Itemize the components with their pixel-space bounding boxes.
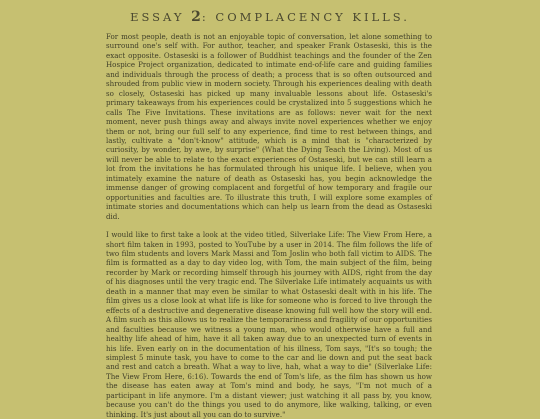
essay-paragraph-1: For most people, death is not an enjoyable topic of conversation, let alone something to surround one's self with. For author, teacher, and speaker Frank Ostaseski, this is the exact opposite. Ostaseski is a follower of Buddhist teachings and the founder of the Zen Hospice Project organization, dedicated to intimate end-of-life care and guiding families and individuals through the process of death; a process that is so often outsourced and shrouded from public view in modern society. Through his experiences dealing with death so closely, Ostaseski has picked up many invaluable lessons about life. Ostaseski's primary takeaways from his experiences could be crystalized into 5 suggestions which he calls The Five Invitations. These invitations are as follows: never wait for the next moment, never push things away and always invite novel experiences whether we enjoy them or not, bring our full self to any experience, find time to rest between things, and lastly, cultivate a "don't-know" attitude, which is a mind that is "characterized by curiosity, by wonder, by awe, by surprise" (What the Dying Teach the Living). Most of us will never be able to relate to the exact experiences of Ostaseski, but we can still learn a lot from the invitations he has formulated through his unique life. I believe, when you intimately examine the nature of death as Ostaseski has, you begin acknowledge the immense danger of growing complacent and forgetful of how temporary and fragile our opportunities and faculties are. To illustrate this truth, I will explore some examples of intimate stories and documentations which can help us learn from the dead as Ostaseski did. (106, 32, 432, 221)
essay-title (0, 9, 540, 25)
essay-paragraph-2: I would like to first take a look at the video titled, Silverlake Life: The View From Here, a short film taken in 1993, posted to YouTube by a user in 2014. The film follows the life of two film students and lovers Mark Massi and Tom Joslin who both fall victim to AIDS. The film is formatted as a day to day video log, with Tom, the main subject of the film, being recorder by Mark or recording himself through his journey with AIDS, right from the day of his diagnoses until the very tragic end. The Silverlake Life intimately acquaints us with death in a manner that may even be similar to what Ostaseski dealt with in his life. The film gives us a close look at what life is like for someone who is forced to live through the effects of a destructive and degenerative disease knowing full well how the story will end. A film such as this allows us to realize the temporariness and fragility of our opportunities and faculties because we witness a young man, who would otherwise have a full and healthy life ahead of him, have it all taken away due to an unexpected turn of events in his life. Even early on in the documentation of his illness, Tom says, "It's so tough; the simplest 5 minute task, you have to come to the car and lie down and put the seat back and rest and catch a breath. What a way to live, hah, what a way to die" (Silverlake Life: The View From Here, 6:16). Towards the end of Tom's life, as the film has shown us how the disease has eaten away at Tom's mind and body, he says, "I'm not much of a participant in life anymore. I'm a distant viewer; just watching it all pass by, you know, because you can't do the things you used to do anymore, like walking, talking, or even thinking. It's just about all you can do to survive." (106, 230, 432, 419)
essay-title-prefix: ESSAY (130, 10, 185, 24)
essay-title-number: 2 (191, 9, 202, 25)
essay-title-rest: : COMPLACENCY KILLS. (201, 10, 410, 24)
essay-body (106, 32, 432, 419)
